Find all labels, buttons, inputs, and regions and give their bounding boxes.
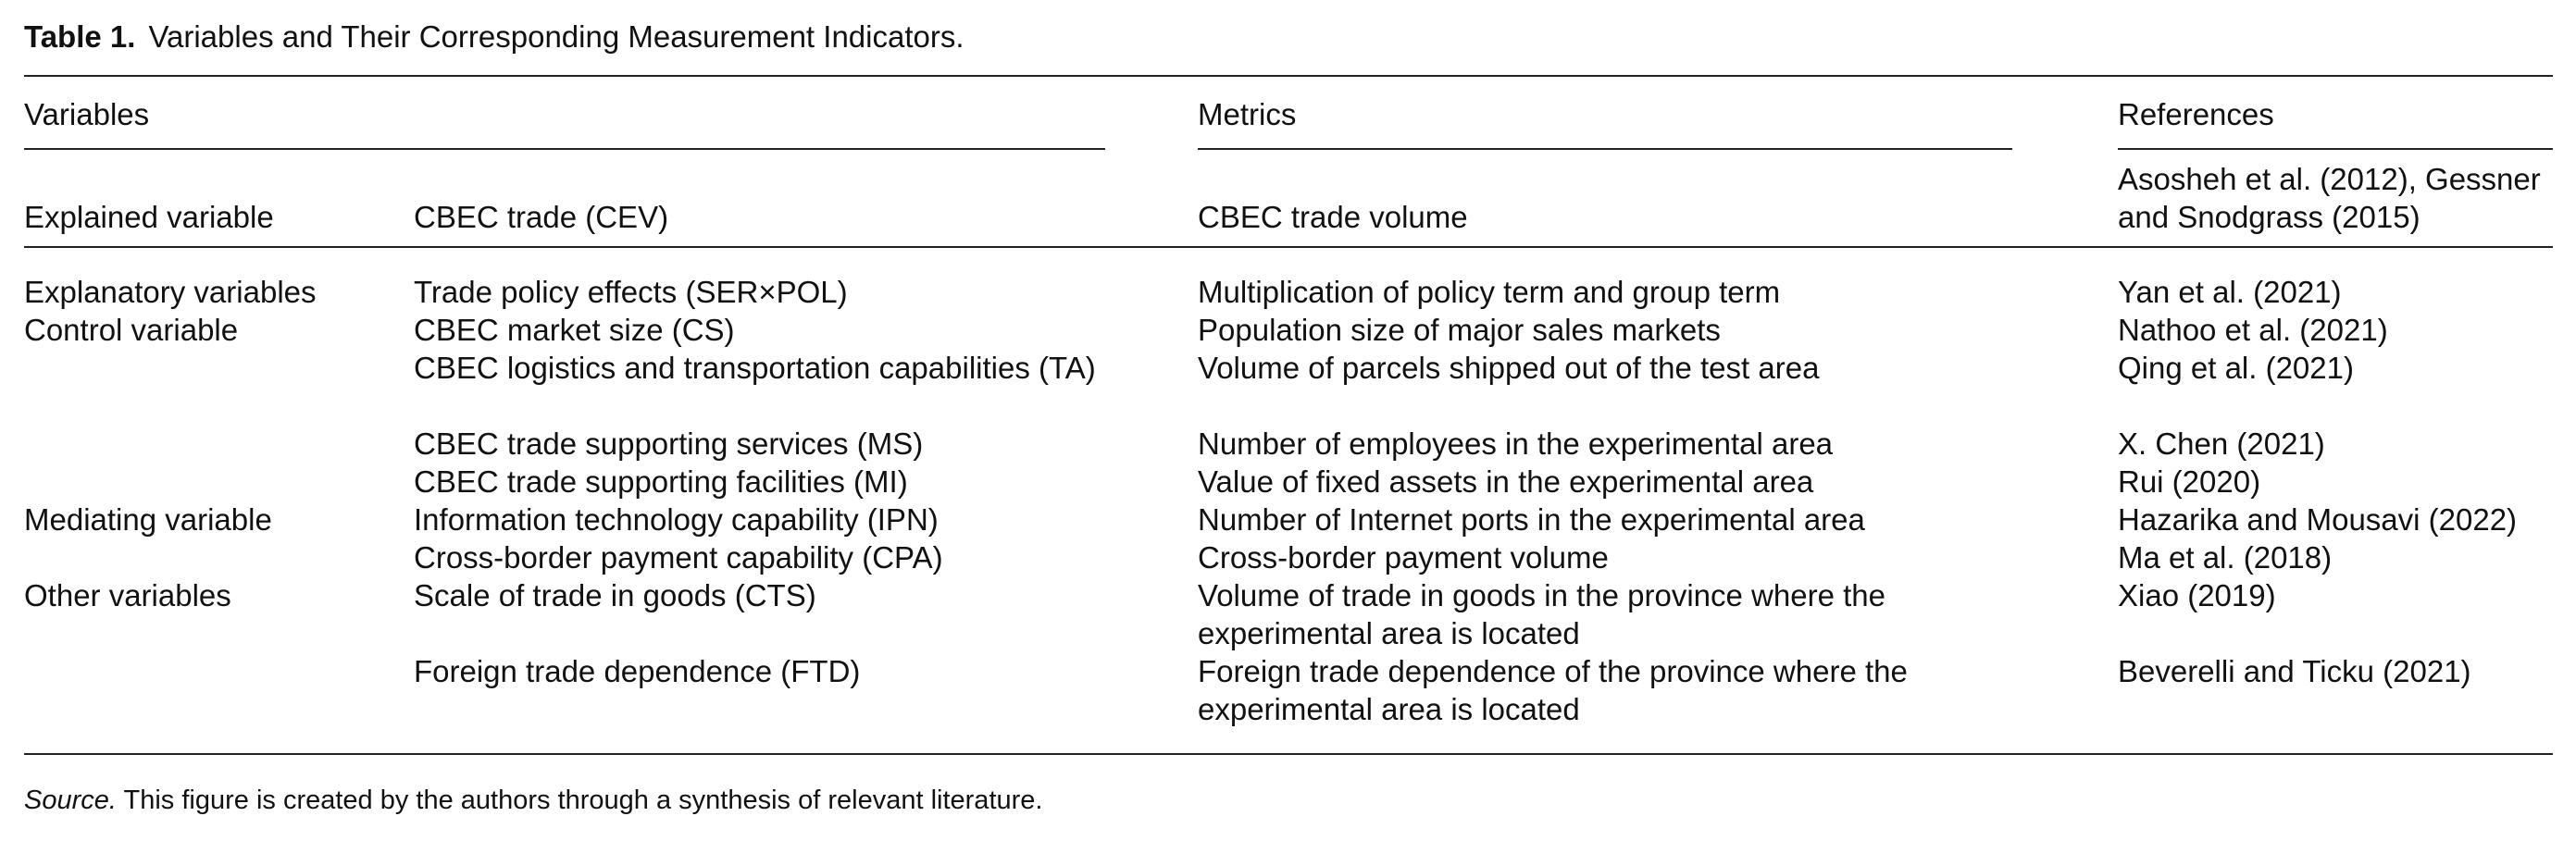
- row-reference: Nathoo et al. (2021): [2118, 313, 2388, 347]
- row-reference: Qing et al. (2021): [2118, 351, 2354, 385]
- row-variable: Scale of trade in goods (CTS): [414, 578, 816, 612]
- row-metric: Number of employees in the experimental area: [1198, 427, 1834, 461]
- row-variable: CBEC market size (CS): [414, 313, 735, 347]
- header-references: References: [2118, 97, 2274, 131]
- table-page: [24, 0, 2553, 841]
- table-title: Variables and Their Corresponding Measurement Indicators.: [148, 19, 964, 54]
- row-reference: X. Chen (2021): [2118, 427, 2325, 461]
- row-variable: CBEC trade (CEV): [414, 200, 669, 234]
- row-variable: CBEC trade supporting facilities (MI): [414, 464, 908, 499]
- row-category: Other variables: [24, 578, 231, 612]
- table-caption: [24, 17, 964, 57]
- row-metric: Number of Internet ports in the experimental area: [1198, 502, 1865, 537]
- row-variable: CBEC trade supporting services (MS): [414, 427, 924, 461]
- row-variable: Foreign trade dependence (FTD): [414, 654, 861, 688]
- header-rule-variables: [24, 148, 1105, 150]
- row-reference: Rui (2020): [2118, 464, 2261, 499]
- row-reference: Xiao (2019): [2118, 578, 2276, 612]
- source-text: This figure is created by the authors through a synthesis of relevant literature.: [123, 785, 1043, 815]
- row-variable: Trade policy effects (SER×POL): [414, 275, 848, 309]
- row-reference: Yan et al. (2021): [2118, 275, 2342, 309]
- row-reference: Beverelli and Ticku (2021): [2118, 654, 2471, 688]
- row-category: Explanatory variables: [24, 275, 317, 309]
- table-number: Table 1.: [24, 19, 136, 54]
- row-metric: Volume of trade in goods in the province where the experimental area is located: [1198, 578, 1885, 650]
- row-variable: CBEC logistics and transportation capabilities (TA): [414, 351, 1096, 385]
- table-source-note: [24, 783, 1042, 818]
- header-variables: Variables: [24, 97, 150, 131]
- header-rule-metrics: [1198, 148, 2012, 150]
- row-metric: Volume of parcels shipped out of the test area: [1198, 351, 1820, 385]
- row-metric: Cross-border payment volume: [1198, 540, 1609, 575]
- row-category: Control variable: [24, 313, 239, 347]
- row-metric: Multiplication of policy term and group term: [1198, 275, 1781, 309]
- row-reference: Hazarika and Mousavi (2022): [2118, 502, 2518, 537]
- bottom-rule: [24, 753, 2553, 755]
- row-category: Mediating variable: [24, 502, 272, 537]
- row-reference: Ma et al. (2018): [2118, 540, 2333, 575]
- top-rule: [24, 75, 2553, 77]
- row-metric: CBEC trade volume: [1198, 200, 1468, 234]
- row-metric: Value of fixed assets in the experimental area: [1198, 464, 1814, 499]
- header-rule-references: [2118, 148, 2553, 150]
- row-metric: Foreign trade dependence of the province where the experimental area is located: [1198, 654, 1908, 726]
- body-rule: [24, 246, 2553, 248]
- header-metrics: Metrics: [1198, 97, 1297, 131]
- source-label: Source.: [24, 785, 117, 815]
- row-metric: Population size of major sales markets: [1198, 313, 1721, 347]
- row-variable: Information technology capability (IPN): [414, 502, 939, 537]
- row-reference: Asosheh et al. (2012), Gessner and Snodgrass (2015): [2118, 162, 2541, 234]
- row-category: Explained variable: [24, 200, 274, 234]
- row-variable: Cross-border payment capability (CPA): [414, 540, 943, 575]
